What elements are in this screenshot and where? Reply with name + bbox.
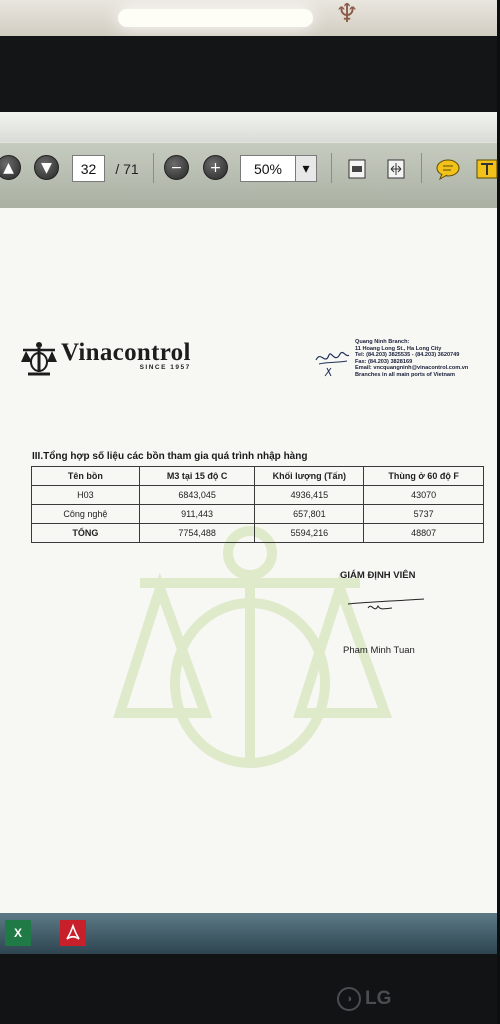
comment-icon[interactable] — [434, 155, 462, 182]
table-header-cell: Tên bồn — [32, 467, 140, 486]
scale-logo-icon — [20, 340, 58, 376]
table-cell: 657,801 — [255, 505, 364, 524]
viewer-title-area — [0, 112, 497, 142]
tank-summary-table — [31, 466, 484, 543]
windows-taskbar — [0, 913, 497, 954]
branch-address: 11 Hoang Long St., Ha Long City — [355, 345, 442, 352]
table-header-cell: Thùng ở 60 độ F — [364, 467, 484, 486]
toolbar-separator — [331, 153, 332, 183]
section-title: III.Tổng hợp số liệu các bồn tham gia quá trình nhập hàng — [32, 451, 308, 462]
initials-signature — [313, 346, 351, 378]
pdf-toolbar — [0, 142, 497, 208]
branch-info — [355, 339, 468, 379]
table-cell: 5737 — [364, 505, 484, 524]
ceiling-lamp — [118, 9, 313, 27]
branch-email: Email: vncquangninh@vinacontrol.com.vn — [355, 365, 469, 372]
inspector-signature — [346, 596, 426, 618]
table-cell: H03 — [32, 486, 140, 505]
zoom-in-icon[interactable]: + — [203, 155, 228, 180]
fit-width-icon[interactable] — [383, 155, 409, 182]
monitor-brand — [337, 987, 391, 1011]
table-header-cell: M3 tại 15 độ C — [139, 467, 255, 486]
text-tool-icon[interactable] — [474, 155, 500, 182]
pdf-page — [0, 208, 497, 913]
inspector-name: Pham Minh Tuan — [343, 645, 415, 656]
monitor-brand-label: LG — [365, 988, 392, 1009]
fit-page-icon[interactable] — [344, 155, 370, 182]
next-page-icon[interactable]: ▼ — [34, 155, 59, 180]
table-header-row — [32, 467, 484, 486]
table-cell: 48807 — [364, 524, 484, 543]
table-total-row — [32, 524, 484, 543]
wall-decoration: ♆ — [335, 0, 359, 29]
toolbar-separator — [153, 153, 154, 183]
table-row — [32, 486, 484, 505]
background-room — [0, 0, 497, 40]
table-row — [32, 505, 484, 524]
table-cell: Công nghệ — [32, 505, 140, 524]
monitor-bezel-bottom — [0, 954, 497, 1024]
zoom-level-input[interactable]: 50% — [240, 155, 296, 182]
table-cell: 43070 — [364, 486, 484, 505]
branch-tel: Tel: (84.203) 3825535 - (84.203) 3620749 — [355, 352, 460, 359]
acrobat-icon[interactable] — [60, 920, 86, 946]
table-cell: 6843,045 — [139, 486, 255, 505]
branch-ports: Branches in all main ports of Vietnam — [355, 371, 455, 378]
table-cell: 4936,415 — [255, 486, 364, 505]
prev-page-icon[interactable]: ▲ — [0, 155, 21, 180]
lg-logo-icon: ◑ — [337, 987, 361, 1011]
toolbar-separator — [421, 153, 422, 183]
zoom-dropdown-icon[interactable]: ▾ — [295, 155, 317, 182]
page-number-input[interactable]: 32 — [72, 155, 105, 182]
branch-fax: Fax: (84.203) 3828169 — [355, 358, 413, 365]
company-logo — [20, 340, 191, 376]
inspector-title: GIÁM ĐỊNH VIÊN — [340, 570, 416, 581]
zoom-out-icon[interactable]: − — [164, 155, 189, 180]
branch-name: Quang Ninh Branch: — [355, 339, 410, 345]
table-cell: 5594,216 — [255, 524, 364, 543]
company-name: Vinacontrol — [61, 339, 191, 366]
table-cell: TỔNG — [32, 524, 140, 543]
page-total-label: / 71 — [115, 160, 139, 177]
company-since: SINCE 1957 — [139, 364, 191, 371]
excel-icon-label: X — [13, 926, 22, 940]
table-cell: 7754,488 — [139, 524, 255, 543]
excel-icon[interactable] — [5, 920, 31, 946]
table-header-cell: Khối lượng (Tấn) — [255, 467, 364, 486]
monitor-screen — [0, 112, 497, 954]
monitor-bezel-top — [0, 36, 497, 114]
table-cell: 911,443 — [139, 505, 255, 524]
